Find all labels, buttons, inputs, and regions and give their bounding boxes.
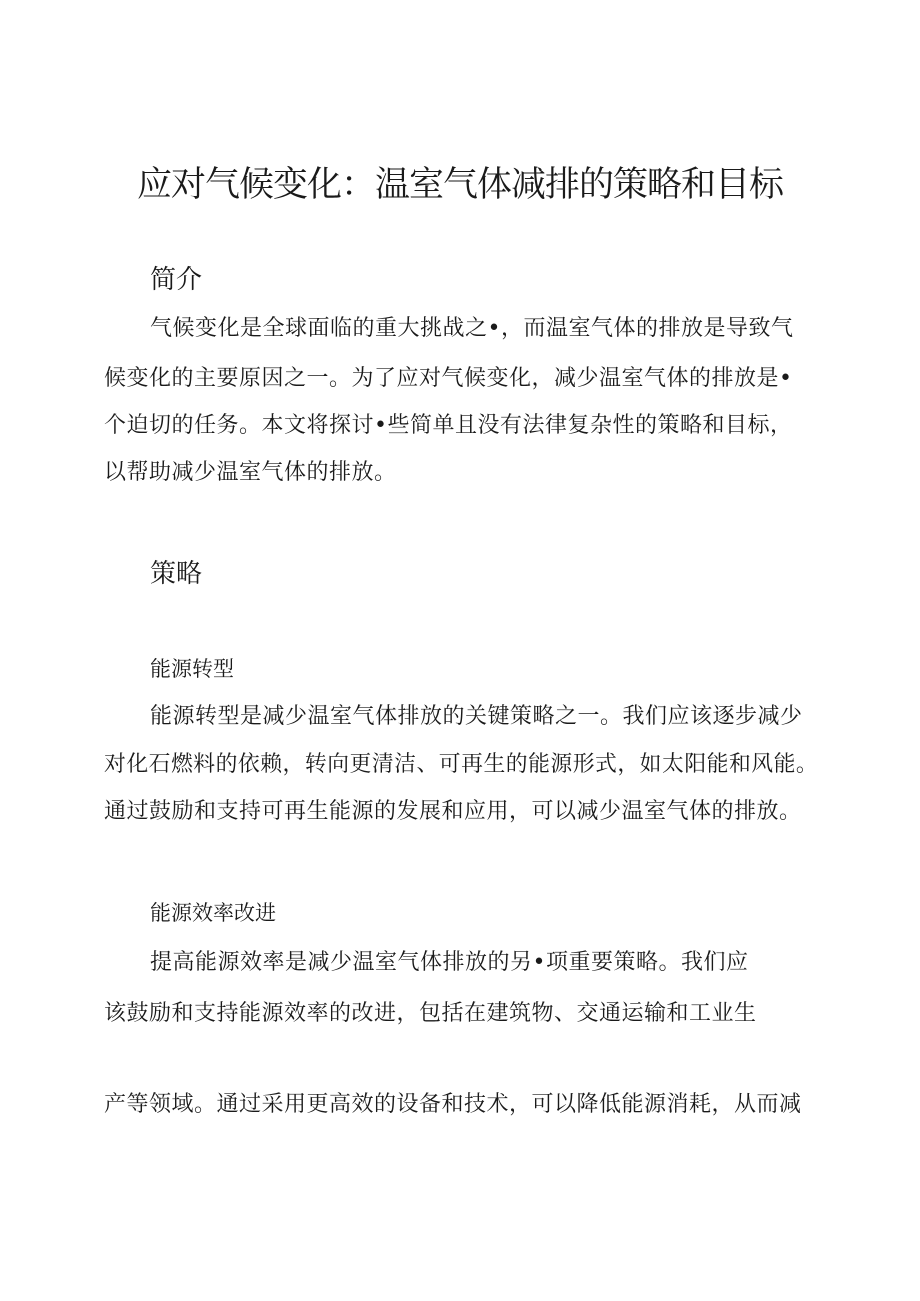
energy-transition-line-1: 能源转型是减少温室气体排放的关键策略之一。我们应该逐步减少 [150, 704, 803, 729]
energy-efficiency-line-2: 该鼓励和支持能源效率的改进，包括在建筑物、交通运输和工业生 [104, 1001, 757, 1026]
section-heading-strategy: 策略 [150, 559, 203, 589]
subsection-heading-energy-transition: 能源转型 [150, 657, 234, 681]
energy-transition-line-3: 通过鼓励和支持可再生能源的发展和应用，可以减少温室气体的排放。 [104, 799, 802, 824]
energy-efficiency-line-1: 提高能源效率是减少温室气体排放的另•项重要策略。我们应 [150, 950, 749, 975]
intro-line-1: 气候变化是全球面临的重大挑战之•，而温室气体的排放是导致气 [150, 316, 794, 341]
energy-transition-line-2: 对化石燃料的依赖，转向更清洁、可再生的能源形式，如太阳能和风能。 [104, 752, 819, 777]
intro-line-3: 个迫切的任务。本文将探讨•些简单且没有法律复杂性的策略和目标， [104, 413, 793, 438]
subsection-heading-energy-efficiency: 能源效率改进 [150, 901, 276, 925]
intro-line-2: 候变化的主要原因之一。为了应对气候变化，减少温室气体的排放是• [104, 366, 793, 391]
section-heading-intro: 简介 [150, 265, 203, 295]
page-title: 应对气候变化：温室气体减排的策略和目标 [136, 165, 783, 205]
energy-efficiency-line-3: 产等领域。通过采用更高效的设备和技术，可以降低能源消耗，从而减 [104, 1092, 802, 1117]
intro-line-4: 以帮助减少温室气体的排放。 [104, 460, 397, 485]
